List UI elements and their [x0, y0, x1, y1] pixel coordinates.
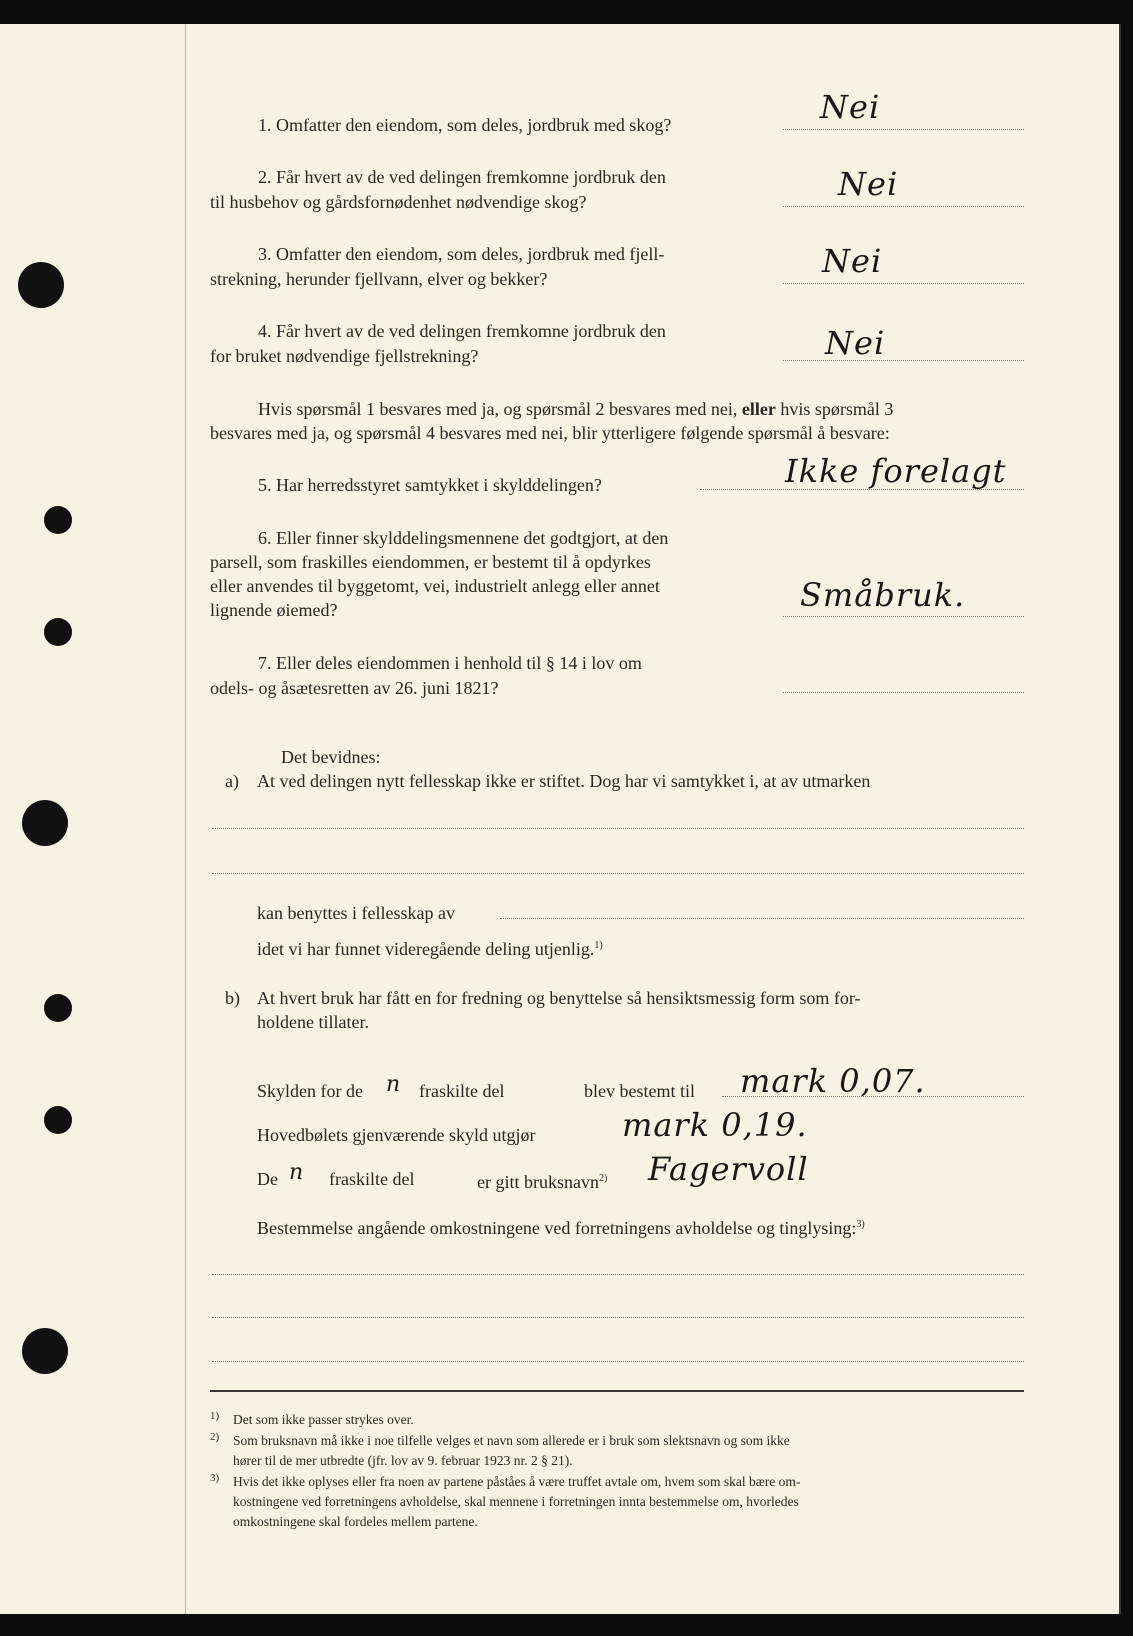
footnote-separator [210, 1390, 1024, 1392]
question-2-line-2: til husbehov og gårdsfornødenhet nødvendige skog? [210, 192, 587, 212]
punch-hole [22, 1328, 68, 1374]
question-4-line-2: for bruket nødvendige fjellstrekning? [210, 346, 479, 366]
question-7-line-2: odels- og åsætesretten av 26. juni 1821? [210, 678, 499, 698]
skyld-label-b: fraskilte del [419, 1081, 505, 1101]
bruksnavn-value-handwriting: Fagervoll [648, 1150, 809, 1188]
condition-text-c: hvis spørsmål 3 [780, 399, 894, 419]
hovedbol-label: Hovedbølets gjenværende skyld utgjør [257, 1125, 536, 1145]
answer-line-6 [783, 616, 1024, 617]
certify-a-use-line [500, 918, 1024, 919]
question-6-line-3: eller anvendes til byggetomt, vei, industrielt anlegg eller annet [210, 576, 660, 596]
footnote-1-line-1: Det som ikke passer strykes over. [233, 1412, 414, 1427]
bruksnavn-hand-suffix: n [289, 1160, 305, 1185]
certify-b-label: b) [225, 988, 240, 1008]
certify-heading: Det bevidnes: [281, 747, 381, 767]
question-6-line-1: 6. Eller finner skylddelingsmennene det godtgjort, at den [258, 528, 669, 548]
question-6-line-4: lignende øiemed? [210, 600, 338, 620]
answer-5-handwriting: Ikke forelagt [785, 452, 1007, 490]
footnote-3-line-1: Hvis det ikke oplyses eller fra noen av partene påståes å være truffet avtale om, hvem som skal bære om- [233, 1474, 801, 1489]
footnote-2-line-1: Som bruksnavn må ikke i noe tilfelle velges et navn som allerede er i bruk som slektsnavn og som ikke [233, 1433, 790, 1448]
certify-b-line-2: holdene tillater. [257, 1012, 369, 1032]
answer-4-handwriting: Nei [825, 324, 886, 362]
certify-a-reason [257, 935, 603, 960]
red-margin-line [185, 24, 186, 1614]
condition-line-2: besvares med ja, og spørsmål 4 besvares med nei, blir ytterligere følgende spørsmål å besvare: [210, 423, 890, 443]
bruksnavn-label-b: fraskilte del [329, 1169, 415, 1189]
cost-line-2 [212, 1317, 1024, 1318]
condition-text-a: Hvis spørsmål 1 besvares med ja, og spørsmål 2 besvares med nei, [258, 399, 738, 419]
footnote-ref-1: 1) [594, 940, 603, 951]
bruksnavn-label-c [477, 1168, 607, 1193]
footnote-mark-1: 1) [210, 1410, 220, 1422]
question-7-line-1: 7. Eller deles eiendommen i henhold til § 14 i lov om [258, 653, 642, 673]
hovedbol-value-handwriting: mark 0,19. [622, 1106, 808, 1144]
cost-line-3 [212, 1361, 1024, 1362]
answer-line-1 [783, 129, 1024, 130]
question-1: 1. Omfatter den eiendom, som deles, jordbruk med skog? [258, 115, 672, 135]
punch-hole [18, 262, 64, 308]
certify-a-line-1 [212, 828, 1024, 829]
skyld-label-c: blev bestemt til [584, 1081, 695, 1101]
footnote-ref-2: 2) [598, 1173, 608, 1184]
certify-a-line-2 [212, 873, 1024, 874]
footnote-2-line-2: hører til de mer utbredte (jfr. lov av 9. februar 1923 nr. 2 § 21). [233, 1453, 573, 1468]
question-3-line-1: 3. Omfatter den eiendom, som deles, jordbruk med fjell- [258, 244, 665, 264]
question-5: 5. Har herredsstyret samtykket i skylddelingen? [258, 475, 602, 495]
certify-a-reason-text: idet vi har funnet videregående deling utjenlig. [257, 939, 595, 959]
answer-line-2 [783, 206, 1024, 207]
punch-hole [44, 994, 72, 1022]
condition-eller: eller [741, 399, 776, 419]
answer-line-4 [783, 360, 1024, 361]
punch-hole [44, 1106, 72, 1134]
answer-1-handwriting: Nei [820, 88, 881, 126]
cost-label-text: Bestemmelse angående omkostningene ved forretningens avholdelse og tinglysing: [257, 1218, 857, 1238]
footnote-ref-3: 3) [856, 1219, 865, 1230]
certify-a-text: At ved delingen nytt fellesskap ikke er stiftet. Dog har vi samtykket i, at av utmarken [257, 771, 871, 791]
certify-a-use-label: kan benyttes i fellesskap av [257, 903, 455, 923]
answer-6-handwriting: Småbruk. [800, 576, 966, 614]
certify-a-label: a) [225, 771, 239, 791]
question-2-line-1: 2. Får hvert av de ved delingen fremkomne jordbruk den [258, 167, 666, 187]
punch-hole [22, 800, 68, 846]
answer-2-handwriting: Nei [838, 165, 899, 203]
footnote-3-line-2: kostningene ved forretningens avholdelse, skal mennene i forretningen innta bestemmelse om, hvorledes [233, 1494, 799, 1509]
bruksnavn-label-c-text: er gitt bruksnavn [477, 1172, 599, 1192]
skyld-value-handwriting: mark 0,07. [740, 1062, 926, 1100]
bruksnavn-label-a: De [257, 1169, 278, 1189]
cost-line-1 [212, 1274, 1024, 1275]
cost-label [257, 1214, 865, 1239]
punch-hole [44, 506, 72, 534]
answer-3-handwriting: Nei [822, 242, 883, 280]
footnote-mark-2: 2) [210, 1431, 220, 1443]
answer-line-7 [783, 692, 1024, 693]
condition-line-1 [258, 398, 893, 420]
answer-line-3 [783, 283, 1024, 284]
footnote-mark-3: 3) [210, 1472, 220, 1484]
skyld-label-a: Skylden for de [257, 1081, 363, 1101]
skyld-hand-suffix: n [386, 1072, 402, 1097]
footnote-3-line-3: omkostningene skal fordeles mellem partene. [233, 1514, 478, 1529]
punch-hole [44, 618, 72, 646]
question-6-line-2: parsell, som fraskilles eiendommen, er bestemt til å opdyrkes [210, 552, 651, 572]
certify-b-line-1: At hvert bruk har fått en for fredning og benyttelse så hensiktsmessig form som for- [257, 988, 861, 1008]
question-4-line-1: 4. Får hvert av de ved delingen fremkomne jordbruk den [258, 321, 666, 341]
question-3-line-2: strekning, herunder fjellvann, elver og bekker? [210, 269, 548, 289]
